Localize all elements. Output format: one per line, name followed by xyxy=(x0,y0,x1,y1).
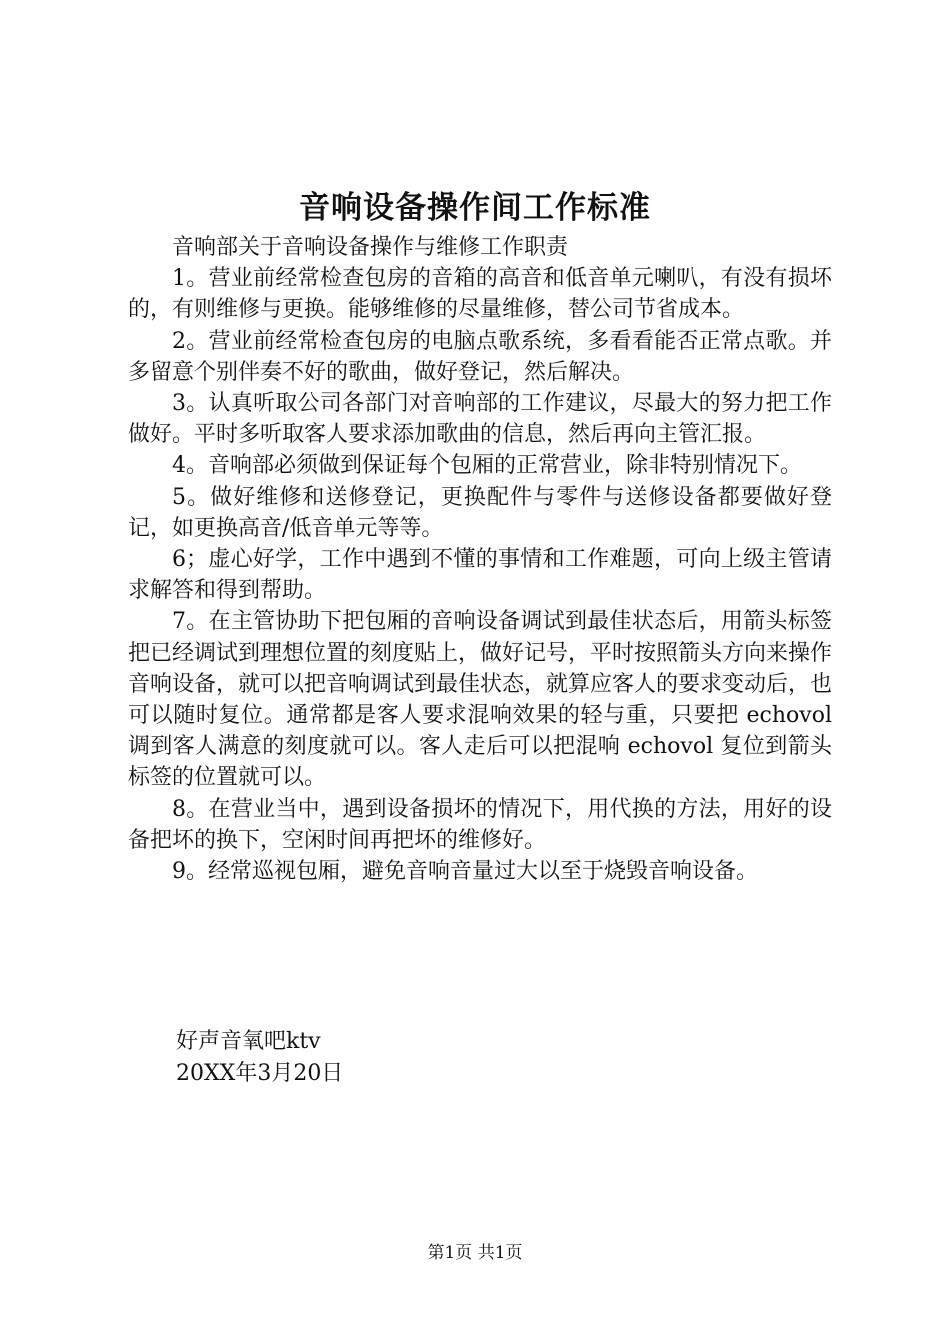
document-subtitle: 音响部关于音响设备操作与维修工作职责 xyxy=(172,235,569,260)
item-4: 4。音响部必须做到保证每个包厢的正常营业，除非特别情况下。 xyxy=(172,453,802,479)
item-6: 6；虚心好学，工作中遇到不懂的事情和工作难题，可向上级主管请求解答和得到帮助。 xyxy=(128,547,832,604)
document-body xyxy=(128,232,832,887)
item-3: 3。认真听取公司各部门对音响部的工作建议，尽最大的努力把工作做好。平时多听取客人要求添加歌曲的信息，然后再向主管汇报。 xyxy=(128,391,832,448)
signature-org: 好声音氧吧ktv xyxy=(176,1029,321,1054)
item-5: 5。做好维修和送修登记，更换配件与零件与送修设备都要做好登记，如更换高音/低音单元等等。 xyxy=(128,484,832,541)
document-title: 音响设备操作间工作标准 xyxy=(299,190,651,226)
item-9: 9。经常巡视包厢，避免音响音量过大以至于烧毁音响设备。 xyxy=(172,859,758,885)
signature-block xyxy=(176,1026,343,1090)
page-number: 第1页 共1页 xyxy=(427,1243,523,1263)
item-7: 7。在主管协助下把包厢的音响设备调试到最佳状态后，用箭头标签把已经调试到理想位置的刻度贴上，做好记号，平时按照箭头方向来操作音响设备，就可以把音响调试到最佳状态，就算应客人的要求变动后，也可以随时复位。通常都是客人要求混响效果的轻与重，只要把 echovol 调到客人满意的刻度就可以。客人走后可以把混响 echovol 复位到箭头标签的位置就可以。 xyxy=(128,609,833,791)
signature-date: 20XX年3月20日 xyxy=(176,1061,344,1086)
item-8: 8。在营业当中，遇到设备损坏的情况下，用代换的方法，用好的设备把坏的换下，空闲时间再把坏的维修好。 xyxy=(128,796,832,853)
item-2: 2。营业前经常检查包房的电脑点歌系统，多看看能否正常点歌。并多留意个别伴奏不好的歌曲，做好登记，然后解决。 xyxy=(128,328,832,385)
item-1: 1。营业前经常检查包房的音箱的高音和低音单元喇叭，有没有损坏的，有则维修与更换。能够维修的尽量维修，替公司节省成本。 xyxy=(128,266,832,323)
